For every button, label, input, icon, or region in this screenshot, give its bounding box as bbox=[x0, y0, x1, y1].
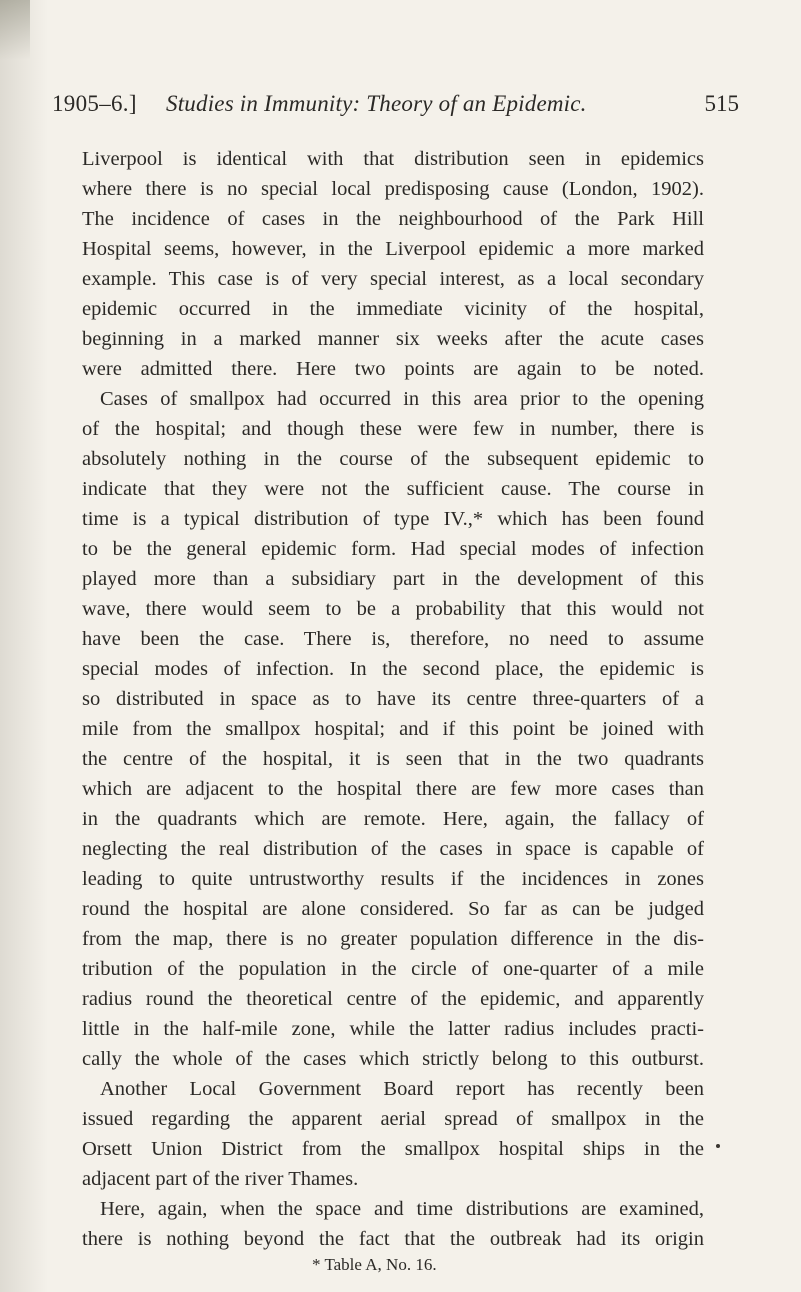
text-line: were admitted there. Here two points are again to be noted. bbox=[82, 358, 704, 380]
text-line: so distributed in space as to have its centre three-quarters of a bbox=[82, 688, 704, 710]
text-line: Liverpool is identical with that distribution seen in epidemics bbox=[82, 148, 704, 170]
text-line: the centre of the hospital, it is seen that in the two quadrants bbox=[82, 748, 704, 770]
text-line: leading to quite untrustworthy results if the incidences in zones bbox=[82, 868, 704, 890]
text-line: have been the case. There is, therefore, no need to assume bbox=[82, 628, 704, 650]
text-line: where there is no special local predisposing cause (London, 1902). bbox=[82, 178, 704, 200]
header-page-number: 515 bbox=[704, 91, 739, 116]
running-header bbox=[52, 91, 739, 131]
text-line: radius round the theoretical centre of the epidemic, and apparently bbox=[82, 988, 704, 1010]
text-line: to be the general epidemic form. Had special modes of infection bbox=[82, 538, 704, 560]
text-line: wave, there would seem to be a probability that this would not bbox=[82, 598, 704, 620]
text-line: of the hospital; and though these were few in number, there is bbox=[82, 418, 704, 440]
text-line: Another Local Government Board report has recently been bbox=[100, 1078, 704, 1100]
text-line: beginning in a marked manner six weeks after the acute cases bbox=[82, 328, 704, 350]
text-line: little in the half-mile zone, while the latter radius includes practi- bbox=[82, 1018, 704, 1040]
ink-speck bbox=[716, 1144, 720, 1148]
footnote: * Table A, No. 16. bbox=[312, 1255, 437, 1274]
header-volume: 1905–6.] bbox=[52, 91, 137, 116]
text-line: indicate that they were not the sufficient cause. The course in bbox=[82, 478, 704, 500]
text-line: Cases of smallpox had occurred in this area prior to the opening bbox=[100, 388, 704, 410]
page-corner-stain bbox=[0, 0, 30, 60]
text-line: there is nothing beyond the fact that the outbreak had its origin bbox=[82, 1228, 704, 1250]
text-line: absolutely nothing in the course of the subsequent epidemic to bbox=[82, 448, 704, 470]
text-line: epidemic occurred in the immediate vicinity of the hospital, bbox=[82, 298, 704, 320]
text-line: The incidence of cases in the neighbourhood of the Park Hill bbox=[82, 208, 704, 230]
text-line: tribution of the population in the circle of one-quarter of a mile bbox=[82, 958, 704, 980]
text-line: neglecting the real distribution of the cases in space is capable of bbox=[82, 838, 704, 860]
text-line: which are adjacent to the hospital there are few more cases than bbox=[82, 778, 704, 800]
text-line: Hospital seems, however, in the Liverpool epidemic a more marked bbox=[82, 238, 704, 260]
text-line: Orsett Union District from the smallpox hospital ships in the bbox=[82, 1138, 704, 1160]
text-line: issued regarding the apparent aerial spread of smallpox in the bbox=[82, 1108, 704, 1130]
text-line: played more than a subsidiary part in the development of this bbox=[82, 568, 704, 590]
page-edge-shadow bbox=[0, 0, 48, 1292]
text-line: in the quadrants which are remote. Here, again, the fallacy of bbox=[82, 808, 704, 830]
text-line: mile from the smallpox hospital; and if this point be joined with bbox=[82, 718, 704, 740]
text-line: special modes of infection. In the second place, the epidemic is bbox=[82, 658, 704, 680]
text-line: adjacent part of the river Thames. bbox=[82, 1168, 359, 1190]
text-line: Here, again, when the space and time distributions are examined, bbox=[100, 1198, 704, 1220]
text-line: cally the whole of the cases which strictly belong to this outburst. bbox=[82, 1048, 704, 1070]
text-line: from the map, there is no greater population difference in the dis- bbox=[82, 928, 704, 950]
header-running-title: Studies in Immunity: Theory of an Epidemic. bbox=[166, 91, 587, 116]
text-line: time is a typical distribution of type IV.,* which has been found bbox=[82, 508, 704, 530]
text-line: round the hospital are alone considered. So far as can be judged bbox=[82, 898, 704, 920]
text-line: example. This case is of very special interest, as a local secondary bbox=[82, 268, 704, 290]
